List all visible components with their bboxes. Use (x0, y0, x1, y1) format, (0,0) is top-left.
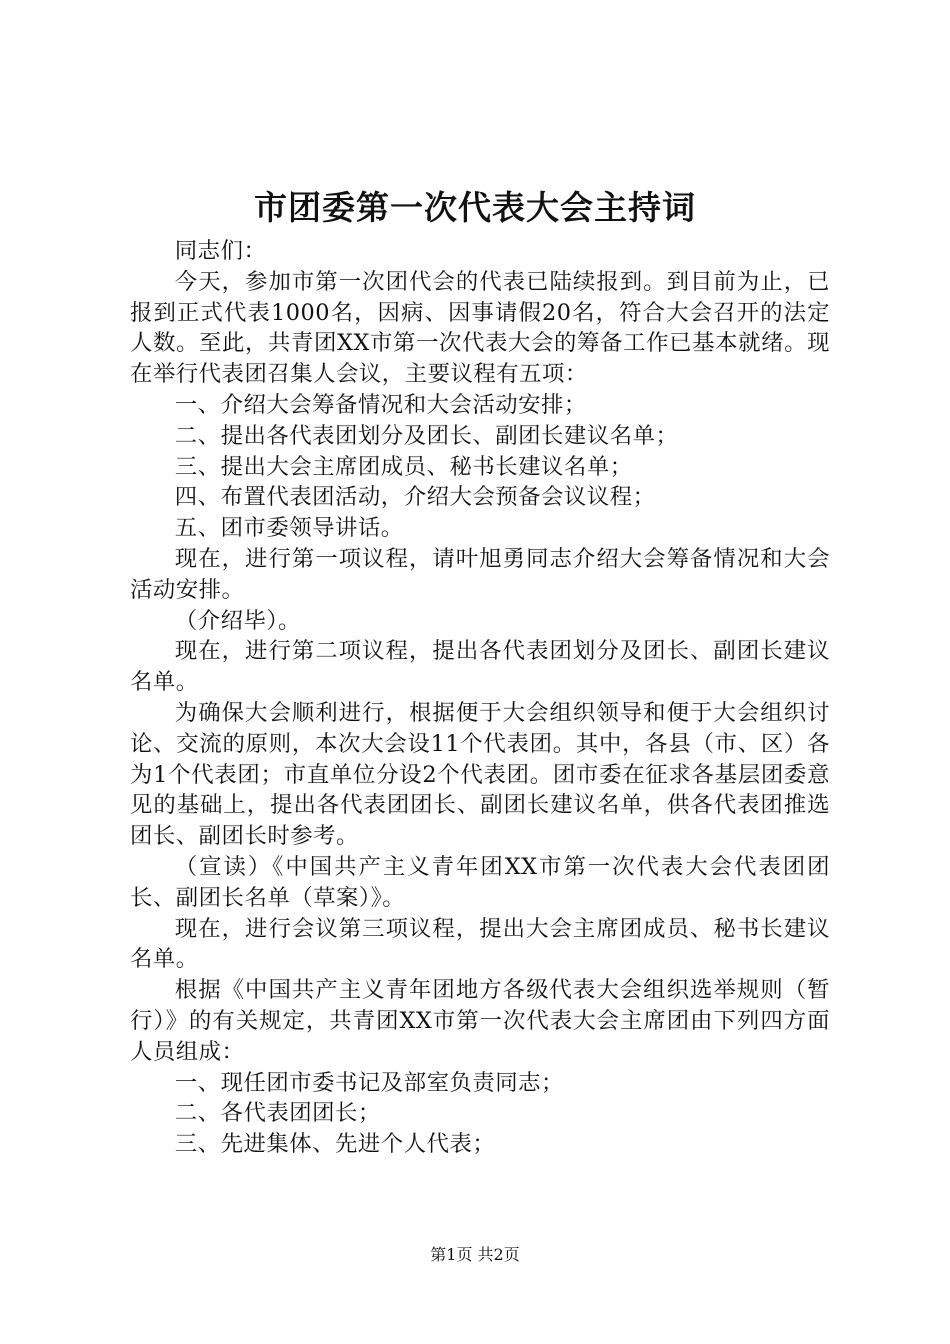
body-paragraph: 为确保大会顺利进行，根据便于大会组织领导和便于大会组织讨论、交流的原则，本次大会设11个代表团。其中，各县（市、区）各为1个代表团；市直单位分设2个代表团。团市委在征求各基层团委意见的基础上，提出各代表团团长、副团长建议名单，供各代表团推选团长、副团长时参考。 (130, 699, 830, 850)
agenda-item: 一、介绍大会筹备情况和大会活动安排； (174, 391, 587, 418)
body-paragraph: 现在，进行会议第三项议程，提出大会主席团成员、秘书长建议名单。 (130, 915, 830, 973)
presidium-item: 一、现任团市委书记及部室负责同志； (174, 1069, 564, 1096)
page-number-footer: 第1页 共2页 (430, 1245, 520, 1264)
agenda-item: 五、团市委领导讲话。 (174, 515, 404, 542)
body-paragraph: （宣读）《中国共产主义青年团XX市第一次代表大会代表团团长、副团长名单（草案）》。 (130, 853, 830, 911)
body-paragraph: （介绍毕）。 (174, 607, 301, 634)
body-paragraph: 现在，进行第二项议程，提出各代表团划分及团长、副团长建议名单。 (130, 638, 830, 696)
agenda-item: 三、提出大会主席团成员、秘书长建议名单； (174, 453, 633, 480)
presidium-item: 三、先进集体、先进个人代表； (174, 1131, 496, 1158)
agenda-item: 四、布置代表团活动，介绍大会预备会议议程； (174, 484, 656, 511)
agenda-item: 二、提出各代表团划分及团长、副团长建议名单； (174, 422, 679, 449)
body-paragraph: 根据《中国共产主义青年团地方各级代表大会组织选举规则（暂行）》的有关规定，共青团XX市第一次代表大会主席团由下列四方面人员组成： (130, 977, 830, 1065)
body-paragraph: 现在，进行第一项议程，请叶旭勇同志介绍大会筹备情况和大会活动安排。 (130, 545, 830, 603)
presidium-item: 二、各代表团团长； (174, 1100, 381, 1127)
greeting-paragraph: 同志们： (174, 238, 267, 264)
document-title: 市团委第一次代表大会主持词 (254, 188, 696, 227)
body-paragraph: 今天，参加市第一次团代会的代表已陆续报到。到目前为止，已报到正式代表1000名，因病、因事请假20名，符合大会召开的法定人数。至此，共青团XX市第一次代表大会的筹备工作已基本就绪。现在举行代表团召集人会议，主要议程有五项： (130, 268, 830, 388)
document-body (130, 236, 830, 1160)
